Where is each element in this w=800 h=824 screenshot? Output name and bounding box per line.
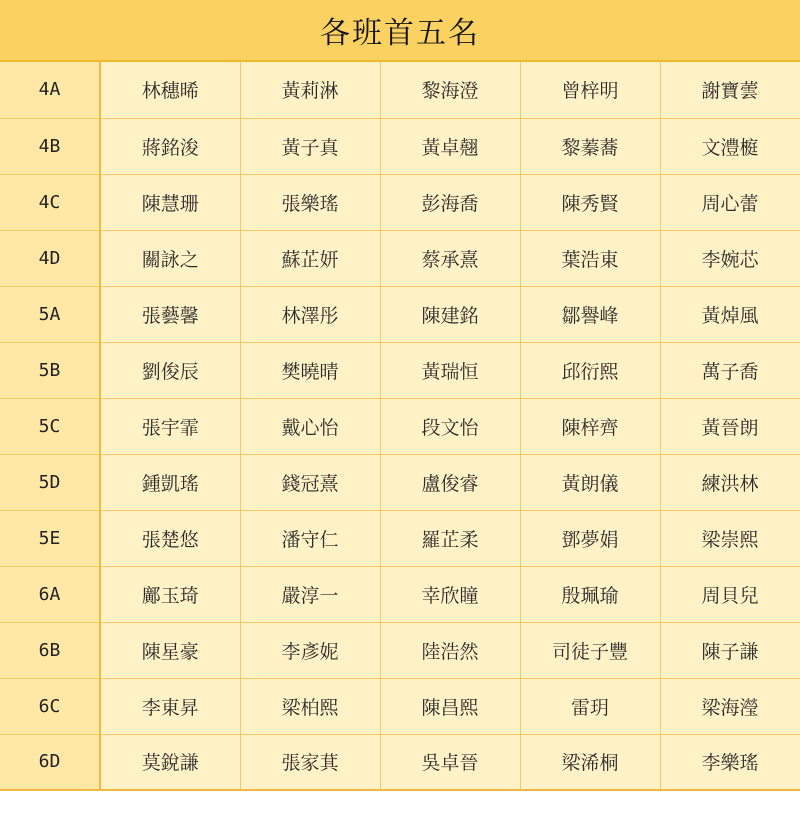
- class-label: 5D: [0, 454, 100, 510]
- student-name: 戴心怡: [240, 398, 380, 454]
- student-name: 黎蓁蕎: [520, 118, 660, 174]
- student-name: 林穗晞: [100, 62, 240, 118]
- student-name: 周心蕾: [660, 174, 800, 230]
- student-name: 劉俊辰: [100, 342, 240, 398]
- table-row: [0, 230, 800, 286]
- student-name: 樊曉晴: [240, 342, 380, 398]
- student-name: 梁崇熙: [660, 510, 800, 566]
- page-title: 各班首五名: [320, 16, 480, 51]
- student-name: 梁柏熙: [240, 678, 380, 734]
- student-name: 張楚悠: [100, 510, 240, 566]
- student-name: 陳建銘: [380, 286, 520, 342]
- student-name: 鄒譽峰: [520, 286, 660, 342]
- class-label: 5E: [0, 510, 100, 566]
- student-name: 陳子謙: [660, 622, 800, 678]
- table-row: [0, 734, 800, 790]
- class-label: 6A: [0, 566, 100, 622]
- class-label: 4D: [0, 230, 100, 286]
- student-name: 陳昌熙: [380, 678, 520, 734]
- student-name: 梁浠桐: [520, 734, 660, 790]
- table-row: [0, 566, 800, 622]
- student-name: 陳慧珊: [100, 174, 240, 230]
- student-name: 關詠之: [100, 230, 240, 286]
- student-name: 林澤彤: [240, 286, 380, 342]
- table-row: [0, 454, 800, 510]
- student-name: 練洪林: [660, 454, 800, 510]
- student-name: 曾梓明: [520, 62, 660, 118]
- table-row: [0, 510, 800, 566]
- student-name: 黃卓翹: [380, 118, 520, 174]
- student-name: 陸浩然: [380, 622, 520, 678]
- student-name: 謝寶蕓: [660, 62, 800, 118]
- student-name: 黃朗儀: [520, 454, 660, 510]
- student-name: 李彥妮: [240, 622, 380, 678]
- student-name: 盧俊睿: [380, 454, 520, 510]
- student-name: 嚴淳一: [240, 566, 380, 622]
- student-name: 幸欣瞳: [380, 566, 520, 622]
- student-name: 司徒子豐: [520, 622, 660, 678]
- ranking-table: [0, 62, 800, 791]
- student-name: 黃焯風: [660, 286, 800, 342]
- table-row: [0, 622, 800, 678]
- student-name: 莫銳謙: [100, 734, 240, 790]
- table-row: [0, 174, 800, 230]
- student-name: 萬子喬: [660, 342, 800, 398]
- class-label: 4B: [0, 118, 100, 174]
- student-name: 周貝兒: [660, 566, 800, 622]
- student-name: 錢冠熹: [240, 454, 380, 510]
- student-name: 羅芷柔: [380, 510, 520, 566]
- student-name: 李樂瑤: [660, 734, 800, 790]
- student-name: 李婉芯: [660, 230, 800, 286]
- student-name: 陳星豪: [100, 622, 240, 678]
- student-name: 鄺玉琦: [100, 566, 240, 622]
- student-name: 雷玥: [520, 678, 660, 734]
- student-name: 潘守仁: [240, 510, 380, 566]
- class-label: 6C: [0, 678, 100, 734]
- title-banner: [0, 0, 800, 62]
- class-label: 5A: [0, 286, 100, 342]
- student-name: 段文怡: [380, 398, 520, 454]
- student-name: 蔣銘浚: [100, 118, 240, 174]
- student-name: 黎海澄: [380, 62, 520, 118]
- table-row: [0, 398, 800, 454]
- student-name: 蘇芷妍: [240, 230, 380, 286]
- class-label: 4A: [0, 62, 100, 118]
- student-name: 黃晉朗: [660, 398, 800, 454]
- student-name: 黃瑞恒: [380, 342, 520, 398]
- class-label: 6D: [0, 734, 100, 790]
- table-row: [0, 286, 800, 342]
- student-name: 吳卓晉: [380, 734, 520, 790]
- student-name: 張家萁: [240, 734, 380, 790]
- student-name: 文澧榳: [660, 118, 800, 174]
- student-name: 陳秀賢: [520, 174, 660, 230]
- student-name: 梁海瀅: [660, 678, 800, 734]
- student-name: 黃莉淋: [240, 62, 380, 118]
- student-name: 張宇霏: [100, 398, 240, 454]
- class-label: 6B: [0, 622, 100, 678]
- student-name: 陳梓齊: [520, 398, 660, 454]
- student-name: 邱衍熙: [520, 342, 660, 398]
- student-name: 葉浩東: [520, 230, 660, 286]
- table-row: [0, 342, 800, 398]
- class-label: 5B: [0, 342, 100, 398]
- student-name: 張藝馨: [100, 286, 240, 342]
- student-name: 蔡承熹: [380, 230, 520, 286]
- student-name: 張樂瑤: [240, 174, 380, 230]
- table-row: [0, 118, 800, 174]
- class-label: 5C: [0, 398, 100, 454]
- student-name: 鄧夢娟: [520, 510, 660, 566]
- student-name: 彭海喬: [380, 174, 520, 230]
- class-label: 4C: [0, 174, 100, 230]
- student-name: 黃子真: [240, 118, 380, 174]
- student-name: 殷珮瑜: [520, 566, 660, 622]
- student-name: 鍾凱瑤: [100, 454, 240, 510]
- student-name: 李東昇: [100, 678, 240, 734]
- table-row: [0, 678, 800, 734]
- table-row: [0, 62, 800, 118]
